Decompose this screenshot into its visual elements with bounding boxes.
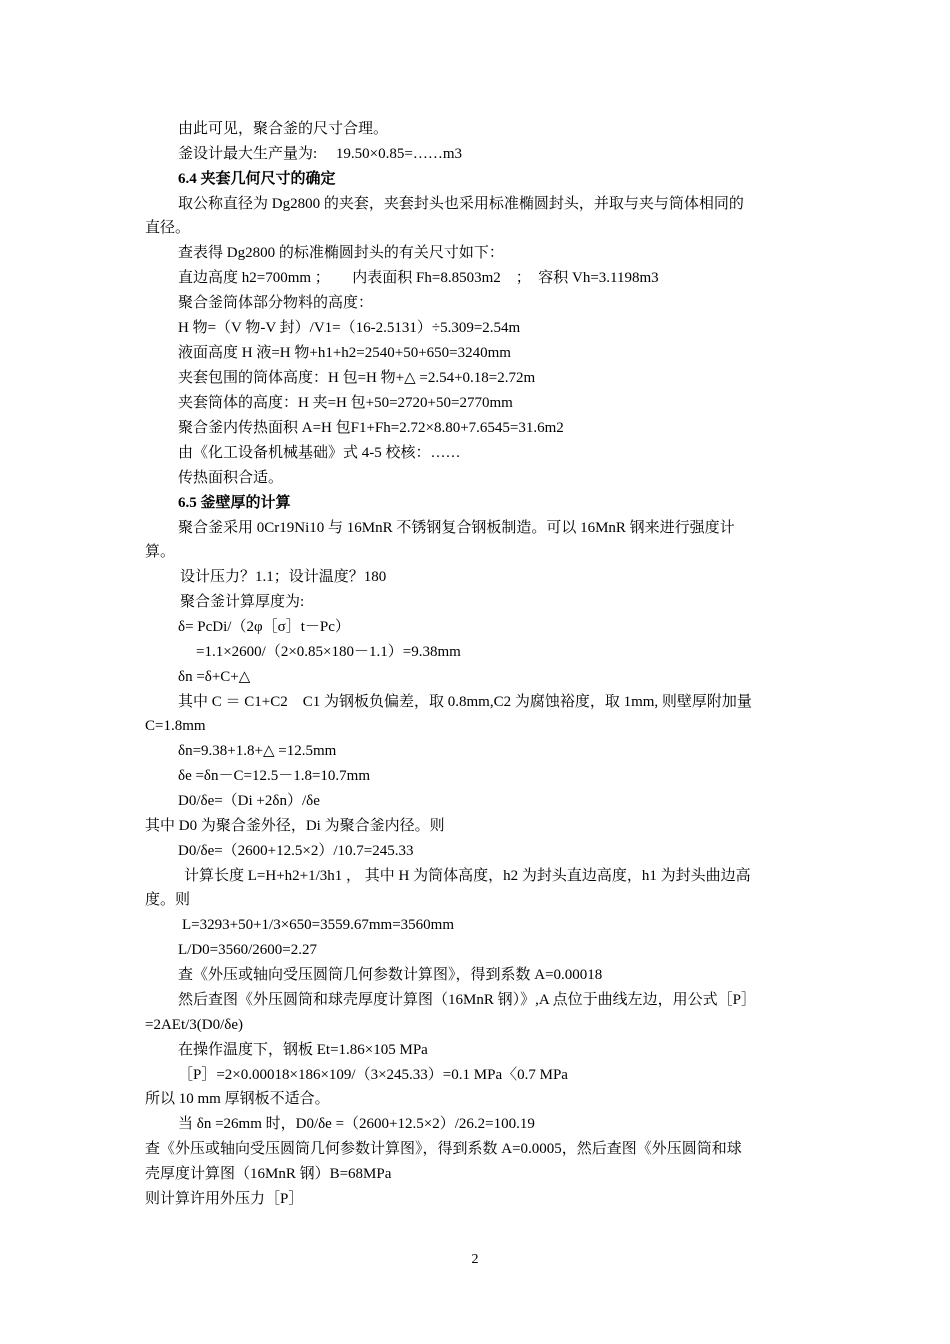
text-line: 取公称直径为 Dg2800 的夹套，夹套封头也采用标准椭圆封头，并取与夹与筒体相同的 <box>178 196 744 212</box>
text-line: 聚合釜筒体部分物料的高度： <box>178 295 374 311</box>
text-line: 由此可见，聚合釜的尺寸合理。 <box>178 121 389 137</box>
section-heading: 6.5 釜壁厚的计算 <box>178 495 291 511</box>
text-line: 釜设计最大生产量为: 19.50×0.85=……m3 <box>178 146 463 162</box>
text-line: 其中 D0 为聚合釜外径，Di 为聚合釜内径。则 <box>145 818 445 834</box>
section-heading: 6.4 夹套几何尺寸的确定 <box>178 171 336 187</box>
text-line: 设计压力？1.1；设计温度？180 <box>180 569 387 585</box>
text-line: 查《外压或轴向受压圆筒几何参数计算图》，得到系数 A=0.00018 <box>178 967 603 983</box>
formula-line: 夹套包围的筒体高度：H 包=H 物+△ =2.54+0.18=2.72m <box>178 370 536 386</box>
formula-line: δ= PcDi/（2φ［σ］t－Pc） <box>178 619 350 635</box>
text-line: 则计算许用外压力［P］ <box>145 1191 304 1207</box>
text-line: 壳厚度计算图（16MnR 钢）B=68MPa <box>145 1166 392 1182</box>
page-number: 2 <box>471 1252 479 1267</box>
formula-line: δn =δ+C+△ <box>178 669 251 685</box>
text-line: 查《外压或轴向受压圆筒几何参数计算图》，得到系数 A=0.0005，然后查图《外压圆筒和球 <box>145 1141 742 1157</box>
text-line: 然后查图《外压圆筒和球壳厚度计算图（16MnR 钢）》,A 点位于曲线左边，用公式［P］ <box>178 992 756 1008</box>
text-line: 所以 10 mm 厚钢板不适合。 <box>145 1091 330 1107</box>
formula-line: L=3293+50+1/3×650=3559.67mm=3560mm <box>182 917 455 933</box>
formula-line: ［P］=2×0.00018×186×109/（3×245.33）=0.1 MPa〈0.7 MPa <box>178 1067 568 1083</box>
text-line: 其中 C ＝ C1+C2 C1 为钢板负偏差，取 0.8mm,C2 为腐蚀裕度，取 1mm, 则壁厚附加量 <box>178 694 752 710</box>
formula-line: 聚合釜内传热面积 A=H 包F1+Fh=2.72×8.80+7.6545=31.6m2 <box>178 420 564 436</box>
text-line: 度。则 <box>145 892 191 908</box>
formula-line: 夹套筒体的高度：H 夹=H 包+50=2720+50=2770mm <box>178 395 513 411</box>
text-line: 聚合釜计算厚度为: <box>180 594 305 610</box>
text-line: 传热面积合适。 <box>178 470 284 486</box>
formula-line: =2AEt/3(D0/δe) <box>145 1017 244 1033</box>
formula-line: =1.1×2600/（2×0.85×180－1.1）=9.38mm <box>196 644 461 660</box>
text-line: 计算长度 L=H+h2+1/3h1 ， 其中 H 为筒体高度，h2 为封头直边高度，h1 为封头曲边高 <box>184 868 751 884</box>
formula-line: δn=9.38+1.8+△ =12.5mm <box>178 743 337 759</box>
text-line: 直径。 <box>145 220 191 236</box>
text-line: 在操作温度下，钢板 Et=1.86×105 MPa <box>178 1042 428 1058</box>
text-line: 聚合釜采用 0Cr19Ni10 与 16MnR 不锈钢复合钢板制造。可以 16MnR 钢来进行强度计 <box>178 520 735 536</box>
text-line: C=1.8mm <box>145 718 206 734</box>
formula-line: D0/δe=（2600+12.5×2）/10.7=245.33 <box>178 843 414 859</box>
text-line: 查表得 Dg2800 的标准椭圆封头的有关尺寸如下： <box>178 245 504 261</box>
formula-line: 液面高度 H 液=H 物+h1+h2=2540+50+650=3240mm <box>178 345 511 361</box>
text-line: 当 δn =26mm 时，D0/δe =（2600+12.5×2）/26.2=100.19 <box>178 1116 535 1132</box>
formula-line: D0/δe=（Di +2δn）/δe <box>178 793 320 809</box>
text-line: 由《化工设备机械基础》式 4-5 校核：…… <box>178 445 461 461</box>
text-line: 算。 <box>145 544 176 560</box>
formula-line: δe =δn－C=12.5－1.8=10.7mm <box>178 768 371 784</box>
formula-line: H 物=（V 物-V 封）/V1=（16-2.5131）÷5.309=2.54m <box>178 320 521 336</box>
formula-line: L/D0=3560/2600=2.27 <box>178 942 317 958</box>
text-line: 直边高度 h2=700mm ； 内表面积 Fh=8.8503m2 ； 容积 Vh=3.1198m3 <box>178 270 659 286</box>
